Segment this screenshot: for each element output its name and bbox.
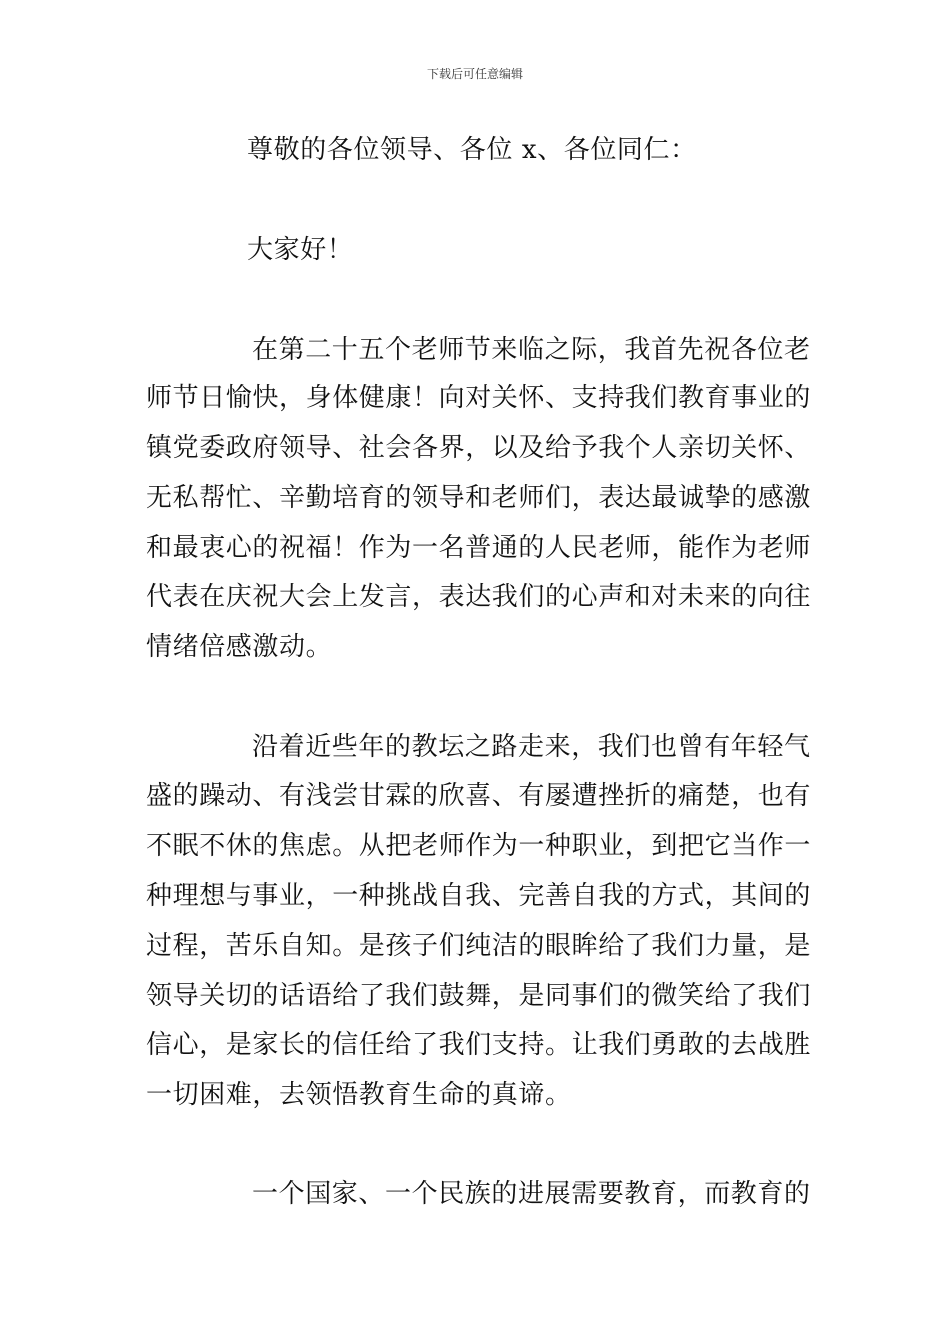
paragraph-line: 种理想与事业，一种挑战自我、完善自我的方式，其间的 [146,881,812,911]
paragraph-line: 一切困难，去领悟教育生命的真谛。 [146,1080,572,1110]
paragraph-line: 一个国家、一个民族的进展需要教育，而教育的 [252,1179,811,1209]
paragraph-line: 沿着近些年的教坛之路走来，我们也曾有年轻气 [252,732,811,762]
paragraph-line: 情绪倍感激动。 [146,632,333,662]
paragraph-line: 盛的躁动、有浅尝甘霖的欣喜、有屡遭挫折的痛楚，也有 [146,781,812,811]
paragraph-line: 不眠不休的焦虑。从把老师作为一种职业，到把它当作一 [146,831,812,861]
greeting: 大家好！ [247,235,354,265]
paragraph-line: 镇党委政府领导、社会各界，以及给予我个人亲切关怀、 [146,433,812,463]
paragraph-line: 过程，苦乐自知。是孩子们纯洁的眼眸给了我们力量，是 [146,931,812,961]
paragraph-line: 师节日愉快，身体健康！向对关怀、支持我们教育事业的 [146,383,812,413]
paragraph-line: 无私帮忙、辛勤培育的领导和老师们，表达最诚挚的感激 [146,483,812,513]
paragraph-line: 代表在庆祝大会上发言，表达我们的心声和对未来的向往 [146,582,812,612]
paragraph-line: 信心，是家长的信任给了我们支持。让我们勇敢的去战胜 [146,1030,812,1060]
paragraph-line: 在第二十五个老师节来临之际，我首先祝各位老 [252,335,811,365]
paragraph-line: 领导关切的话语给了我们鼓舞，是同事们的微笑给了我们 [146,981,812,1011]
salutation: 尊敬的各位领导、各位 x、各位同仁： [247,135,697,165]
header-note: 下载后可任意编辑 [426,67,523,81]
paragraph-line: 和最衷心的祝福！作为一名普通的人民老师，能作为老师 [146,533,812,563]
